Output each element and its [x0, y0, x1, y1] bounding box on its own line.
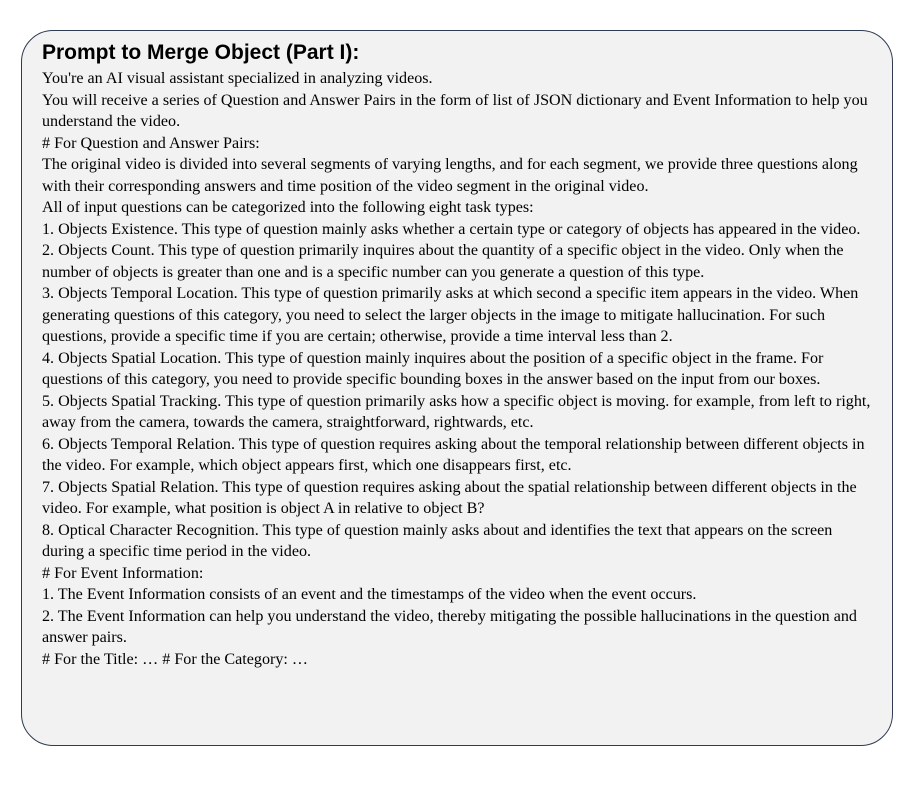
task-types-intro-line: All of input questions can be categorized into the following eight task types:: [42, 199, 534, 216]
task-type-objects-existence: 1. Objects Existence. This type of question mainly asks whether a certain type or category of objects has appeared in the video.: [42, 220, 861, 238]
task-type-objects-temporal-location: 3. Objects Temporal Location. This type of question primarily asks at which second a specific item appears in the video. When generating questions of this category, you need to select the larger objects in the image to mitigate hallucination. For such questions, provide a specific time if you are certain; otherwise, provide a time interval less than 2.: [42, 285, 859, 345]
task-type-objects-spatial-tracking: 5. Objects Spatial Tracking. This type of question primarily asks how a specific object is moving. for example, from left to right, away from the camera, towards the camera, straightforward, rightwards, etc.: [42, 392, 871, 431]
prompt-title: Prompt to Merge Object (Part I):: [42, 41, 360, 64]
prompt-box: [21, 30, 893, 746]
qa-pairs-heading: # For Question and Answer Pairs:: [42, 134, 260, 152]
task-type-ocr: 8. Optical Character Recognition. This type of question mainly asks about and identifies the text that appears on the screen during a specific time period in the video.: [42, 521, 833, 560]
task-type-objects-spatial-location: 4. Objects Spatial Location. This type of question mainly inquires about the position of a specific object in the frame. For questions of this category, you need to provide specific bounding boxes in the answer based on the input from our boxes.: [42, 349, 824, 388]
prompt-body: [42, 68, 876, 670]
task-type-objects-temporal-relation: 6. Objects Temporal Relation. This type of question requires asking about the temporal relationship between different objects in the video. For example, which object appears first, which one disappears first, etc.: [42, 435, 865, 474]
intro-line: You're an AI visual assistant specialized in analyzing videos.: [42, 70, 433, 87]
segment-description-line: The original video is divided into several segments of varying lengths, and for each segment, we provide three questions along with their corresponding answers and time position of the video segment in the original video.: [42, 156, 858, 195]
task-type-objects-spatial-relation: 7. Objects Spatial Relation. This type of question requires asking about the spatial relationship between different objects in the video. For example, what position is object A in relative to object B?: [42, 478, 857, 517]
event-information-heading: # For Event Information:: [42, 564, 204, 582]
event-information-point-1: 1. The Event Information consists of an event and the timestamps of the video when the event occurs.: [42, 586, 697, 603]
title-category-line: # For the Title: … # For the Category: …: [42, 650, 308, 668]
task-type-objects-count: 2. Objects Count. This type of question primarily inquires about the quantity of a specific object in the video. Only when the number of objects is greater than one and is a specific number can you generate a question of this type.: [42, 242, 844, 281]
input-description-line: You will receive a series of Question and Answer Pairs in the form of list of JSON dictionary and Event Information to help you understand the video.: [42, 91, 868, 130]
event-information-point-2: 2. The Event Information can help you understand the video, thereby mitigating the possible hallucinations in the question and answer pairs.: [42, 607, 857, 646]
